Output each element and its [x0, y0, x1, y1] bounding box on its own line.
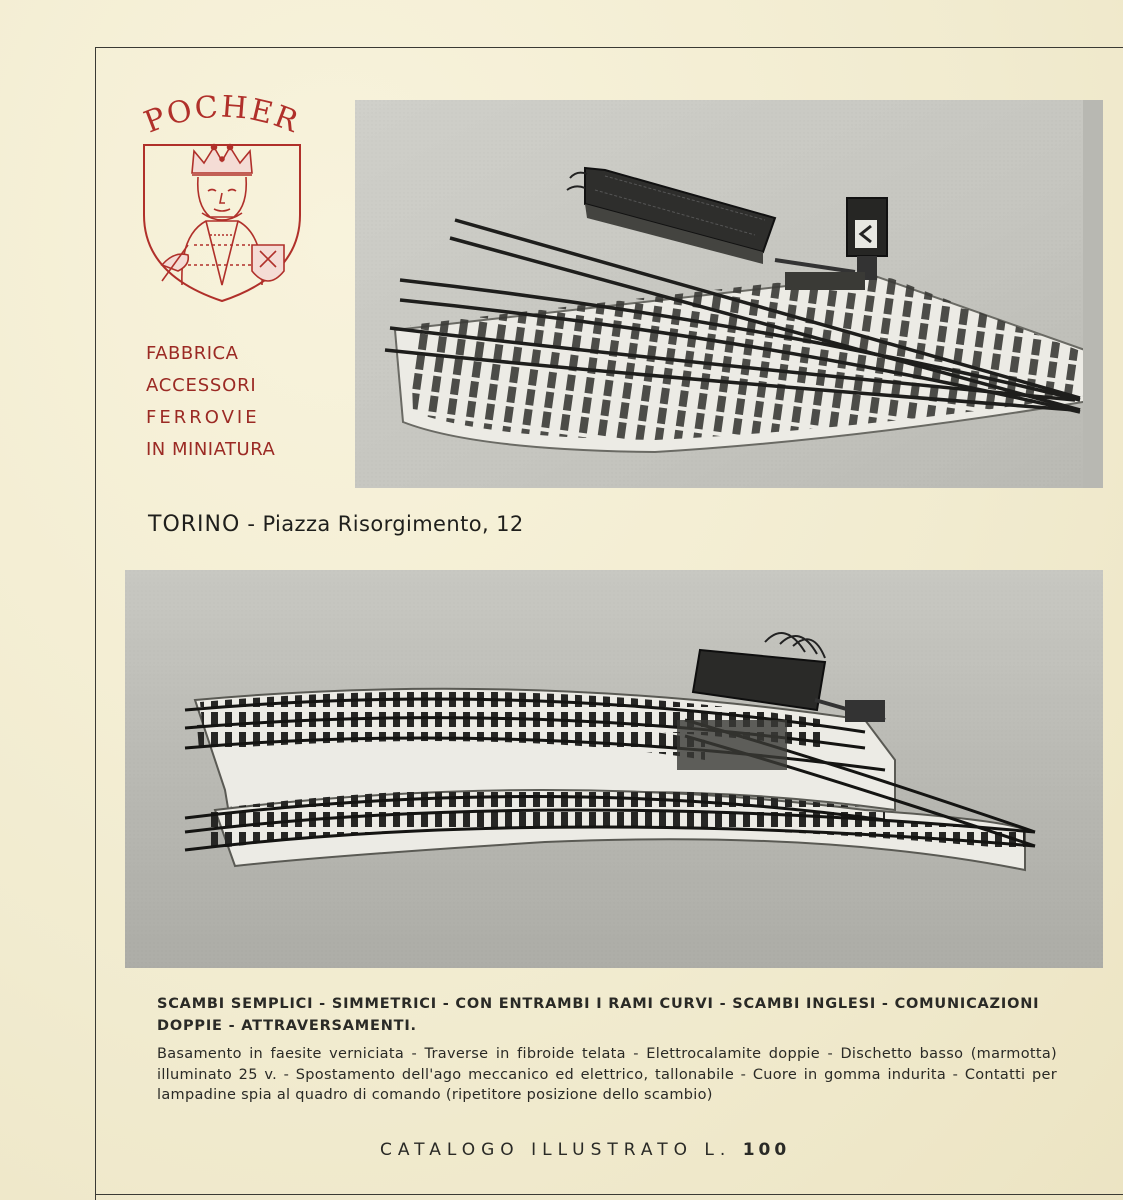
frame-line-bottom	[95, 1194, 1123, 1195]
tagline-line: IN MINIATURA	[146, 439, 276, 460]
company-address	[148, 512, 524, 537]
address-city: TORINO	[148, 512, 241, 537]
company-tagline	[146, 338, 316, 466]
shield-king-icon	[144, 145, 300, 302]
catalog-price	[380, 1140, 790, 1160]
brand-name: POCHER	[139, 95, 305, 141]
tagline-line: FERROVIE	[146, 407, 260, 428]
catalog-label: CATALOGO ILLUSTRATO L.	[380, 1140, 732, 1160]
turnout-photo-2-image	[125, 570, 1103, 968]
product-description: Basamento in faesite verniciata - Traverse in fibroide telata - Elettrocalamite doppie - Dischetto basso (marmotta) illuminato 25 v. - Spostamento dell'ago meccanico ed elettrico, tallonabile - Cuore in gomma indurita - Contatti per lampadine spia al quadro di comando (ripetitore posizione dello scambio)	[157, 1046, 1057, 1103]
address-separator: -	[247, 512, 256, 536]
turnout-photo-1-image	[355, 100, 1103, 488]
pocher-logo	[122, 95, 322, 305]
address-street: Piazza Risorgimento, 12	[262, 512, 524, 536]
product-headline: SCAMBI SEMPLICI - SIMMETRICI - CON ENTRAMBI I RAMI CURVI - SCAMBI INGLESI - COMUNICAZIONI DOPPIE - ATTRAVERSAMENTI.	[157, 996, 1040, 1034]
catalog-price-value: 100	[742, 1140, 791, 1160]
frame-line-top	[95, 47, 1123, 48]
frame-line-left	[95, 47, 96, 1200]
tagline-line: ACCESSORI	[146, 375, 257, 396]
svg-text:POCHER	[139, 95, 304, 140]
turnout-photo-1	[355, 100, 1103, 488]
tagline-line: FABBRICA	[146, 343, 239, 364]
turnout-photo-2	[125, 570, 1103, 968]
